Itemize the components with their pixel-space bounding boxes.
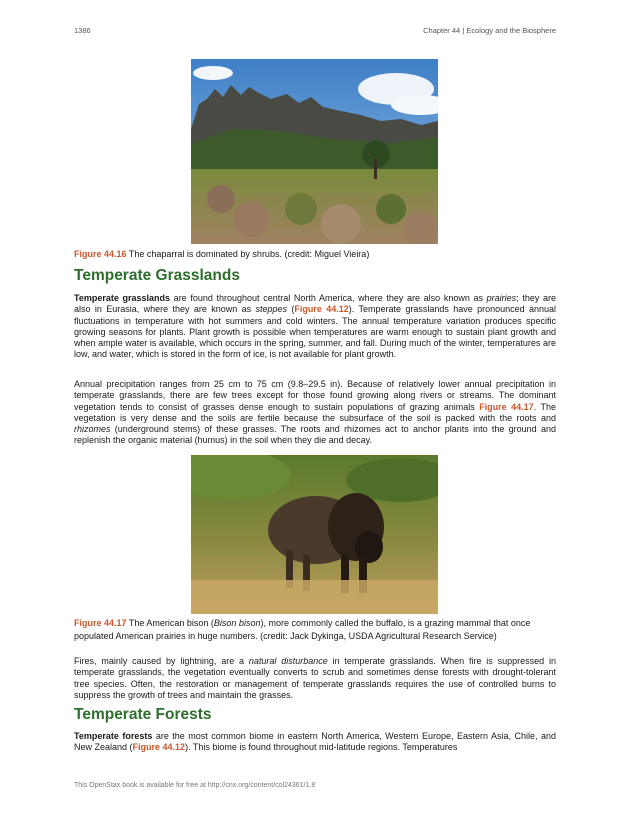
term-temperate-forests: Temperate forests xyxy=(74,731,153,741)
page-number: 1386 xyxy=(74,26,91,35)
paragraph-grasslands-precipitation xyxy=(74,379,556,447)
text-run: ). This biome is found throughout mid-latitude regions. Temperatures xyxy=(185,742,458,753)
text-run: ). Temperate grasslands have pronounced annual fluctuations in temperature with hot summers and cold winters. The annual temperature variation produces specific growing seasons for plants. Plant growth is possible when temperatures are warm enough to sustain plant growth and when ample water is available, which occurs in the spring, summer, and fall. During much of the winter, temperatures are low, and water, which is stored in the form of ice, is not available for plant growth. xyxy=(74,304,557,360)
bison-photo xyxy=(191,455,438,614)
figure-44-16-text: The chaparral is dominated by shrubs. (credit: Miguel Vieira) xyxy=(126,249,370,259)
text-run: are found throughout central North America, where they are also known as xyxy=(170,293,487,303)
text-run: Annual precipitation ranges from 25 cm to 75 cm (9.8–29.5 in). Because of relatively lower annual precipitation in temperate grasslands, there are few trees except for those found growing along rivers or streams. The dominant vegetation tends to consist of grasses dense enough to sustain populations of grazing animals xyxy=(74,379,556,412)
text-run: ( xyxy=(287,304,295,315)
term-temperate-grasslands: Temperate grasslands xyxy=(74,293,171,303)
text-run: The American bison ( xyxy=(126,618,214,628)
section-title-temperate-grasslands: Temperate Grasslands xyxy=(74,267,240,284)
figure-44-17-label: Figure 44.17 xyxy=(74,618,127,628)
chaparral-photo xyxy=(191,59,438,244)
paragraph-grasslands-intro xyxy=(74,293,556,361)
paragraph-forests-intro xyxy=(74,731,556,754)
figure-44-16-caption xyxy=(74,248,556,261)
paragraph-grasslands-fire xyxy=(74,656,556,701)
text-run: in temperate grasslands. When fire is suppressed in temperate grasslands, the vegetation eventually converts to scrub and sometimes dense forests with drought-tolerant tree species. Often, the restoration or management of temperate grasslands requires the use of controlled burns to suppress the growth of trees and maintain the grasses. xyxy=(74,656,556,700)
figure-link-44-12[interactable]: Figure 44.12 xyxy=(294,304,349,315)
chapter-header: Chapter 44 | Ecology and the Biosphere xyxy=(423,26,556,35)
figure-link-44-12[interactable]: Figure 44.12 xyxy=(132,742,186,753)
figure-44-17-caption xyxy=(74,617,556,642)
term-rhizomes: rhizomes xyxy=(74,424,111,435)
text-run: ), more commonly called the buffalo, is a grazing mammal that once populated American prairies in huge numbers. (credit: Jack Dykinga, USDA Agricultural Research Service) xyxy=(74,618,531,641)
section-title-temperate-forests: Temperate Forests xyxy=(74,706,212,723)
term-natural-disturbance: natural disturbance xyxy=(248,656,328,666)
footer-license: This OpenStax book is available for free at http://cnx.org/content/col24361/1.8 xyxy=(74,782,316,789)
term-bison-bison: Bison bison xyxy=(213,618,261,628)
text-run: (underground stems) of these grasses. The roots and rhizomes act to anchor plants into the ground and replenish the organic material (humus) in the soil when they die and decay. xyxy=(74,424,556,446)
term-steppes: steppes xyxy=(255,304,287,315)
text-run: Fires, mainly caused by lightning, are a xyxy=(74,656,249,666)
term-prairies: prairies xyxy=(486,293,517,303)
figure-link-44-17[interactable]: Figure 44.17 xyxy=(479,401,534,412)
text-run: ; they are also in Eurasia, where they are known as xyxy=(74,293,556,315)
figure-44-16-label: Figure 44.16 xyxy=(74,249,127,259)
text-run: are the most common biome in eastern North America, Western Europe, Eastern Asia, Chile, and New Zealand ( xyxy=(74,731,556,753)
text-run: . The vegetation is very dense and the soils are fertile because the subsurface of the soil is packed with the roots and xyxy=(74,401,556,423)
